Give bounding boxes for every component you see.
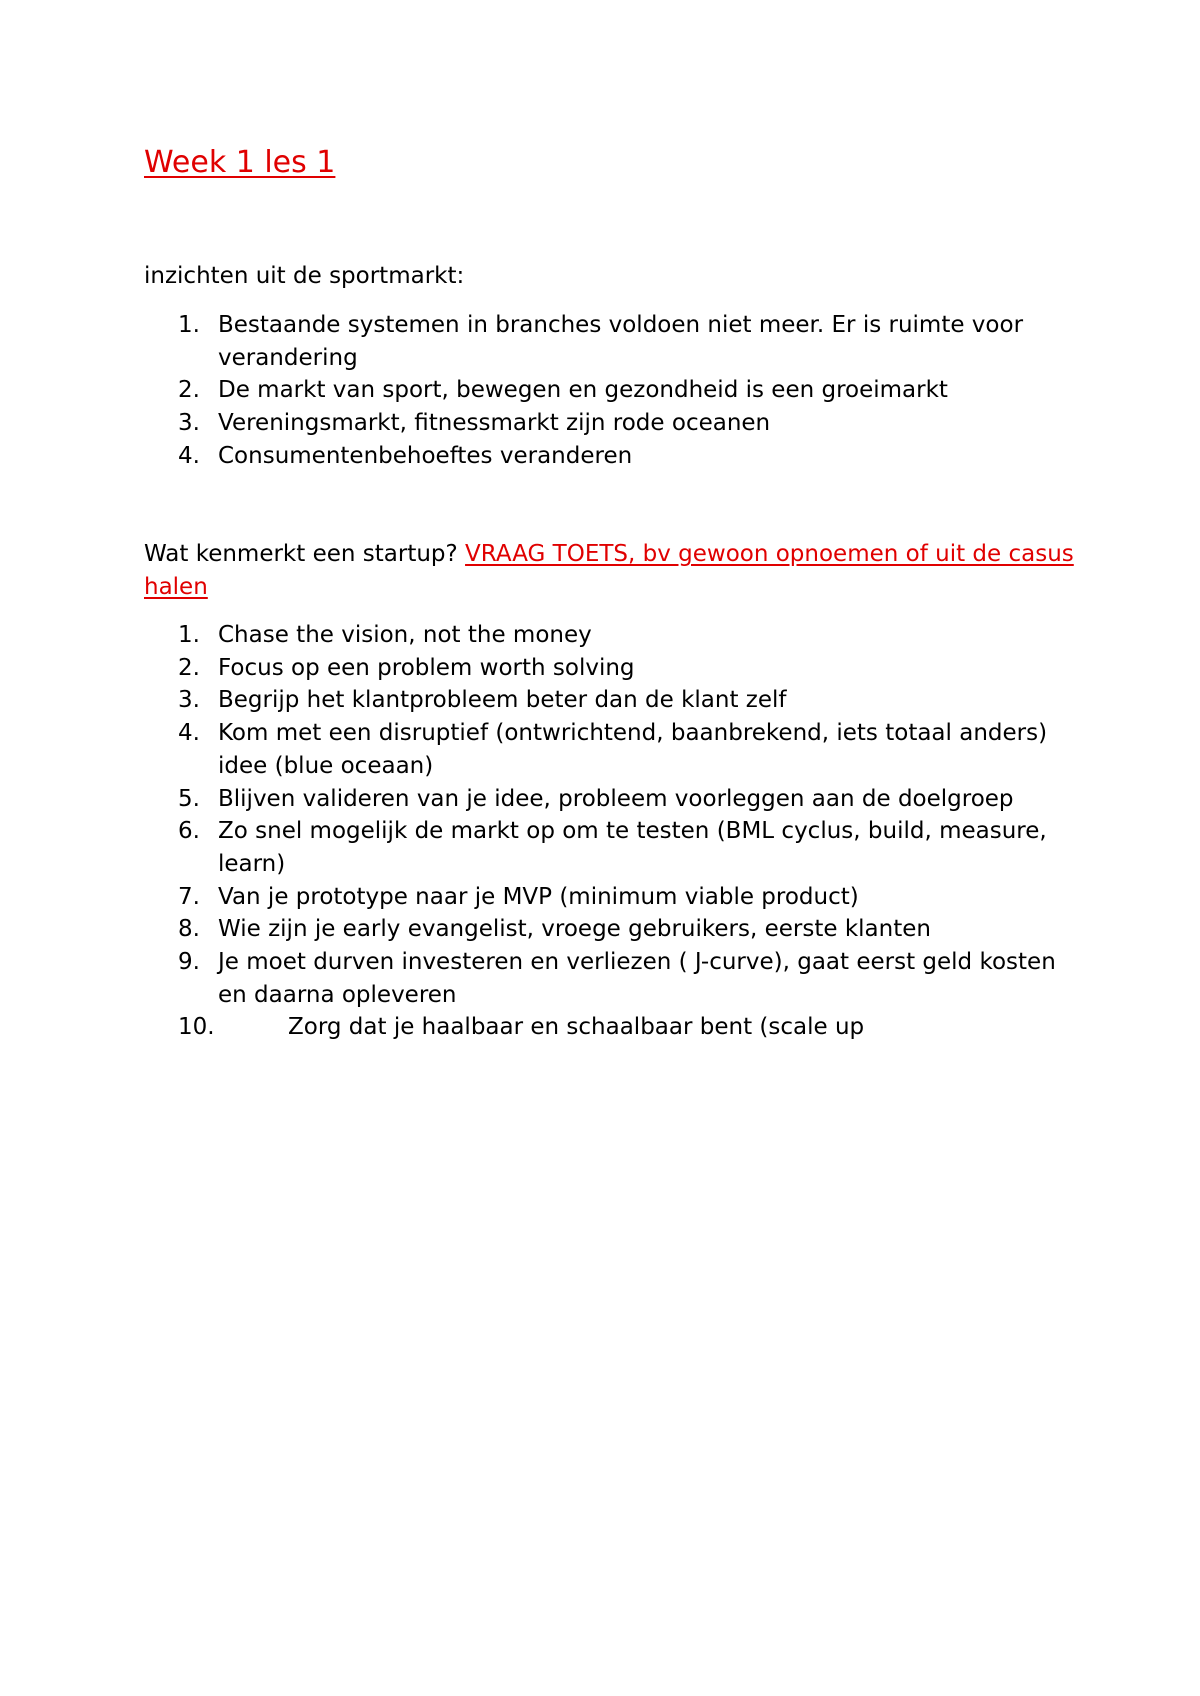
page-title: Week 1 les 1: [144, 145, 336, 180]
startup-characteristics-list: [0, 619, 1100, 1044]
list-item: [0, 619, 1078, 652]
list-item-text: Van je prototype naar je MVP (minimum viable product): [218, 883, 859, 910]
list-item-text: Zo snel mogelijk de markt op om te testen (BML cyclus, build, measure, learn): [218, 818, 1047, 877]
list-number: 2.: [178, 377, 200, 404]
section1-intro: inzichten uit de sportmarkt:: [144, 263, 465, 289]
list-item-text: De markt van sport, bewegen en gezondheid is een groeimarkt: [218, 377, 948, 404]
list-item-text: Vereningsmarkt, fitnessmarkt zijn rode oceanen: [218, 410, 771, 437]
list-item: [0, 684, 1078, 717]
list-item-text: Chase the vision, not the money: [218, 622, 592, 648]
list-number: 4.: [178, 720, 200, 747]
list-item-text: Consumentenbehoeftes veranderen: [218, 442, 633, 469]
list-item-text: Zorg dat je haalbaar en schaalbaar bent (scale up: [288, 1014, 865, 1041]
list-item: [0, 783, 1078, 816]
section2-intro-text: Wat kenmerkt een startup?: [144, 541, 466, 567]
list-number: 1.: [178, 312, 200, 338]
list-item: [0, 1011, 1088, 1044]
exam-question-note: VRAAG TOETS, bv gewoon opnoemen of uit de casus halen: [144, 541, 1074, 600]
list-number: 3.: [178, 410, 200, 437]
list-item: [0, 440, 1078, 473]
list-number: 10.: [178, 1014, 215, 1041]
list-item: [0, 913, 1078, 946]
list-number: 6.: [178, 818, 200, 845]
list-item: [0, 407, 1078, 440]
list-number: 8.: [178, 916, 200, 943]
list-item-text: Blijven valideren van je idee, probleem voorleggen aan de doelgroep: [218, 785, 1014, 812]
list-item-text: Focus op een problem worth solving: [218, 654, 635, 681]
list-item: [0, 815, 1078, 880]
list-item-text: Begrijp het klantprobleem beter dan de klant zelf: [218, 687, 787, 714]
list-number: 7.: [178, 883, 200, 910]
list-number: 5.: [178, 785, 200, 812]
list-item-text: Je moet durven investeren en verliezen ( J-curve), gaat eerst geld kosten en daarna opleveren: [218, 949, 1056, 1008]
section2-intro: [144, 538, 1074, 603]
list-number: 4.: [178, 442, 200, 469]
list-item: [0, 881, 1078, 914]
list-number: 1.: [178, 622, 200, 648]
list-number: 9.: [178, 949, 200, 976]
list-item: [0, 946, 1078, 1011]
list-item: [0, 652, 1078, 685]
list-number: 2.: [178, 654, 200, 681]
list-item: [0, 309, 1078, 374]
list-item: [0, 717, 1078, 782]
list-item-text: Bestaande systemen in branches voldoen niet meer. Er is ruimte voor verandering: [218, 312, 1024, 371]
list-item-text: Kom met een disruptief (ontwrichtend, baanbrekend, iets totaal anders) idee (blue oceaan): [218, 720, 1048, 779]
list-item: [0, 374, 1078, 407]
list-number: 3.: [178, 687, 200, 714]
sportmarkt-insights-list: [0, 309, 1100, 473]
list-item-text: Wie zijn je early evangelist, vroege gebruikers, eerste klanten: [218, 916, 931, 943]
